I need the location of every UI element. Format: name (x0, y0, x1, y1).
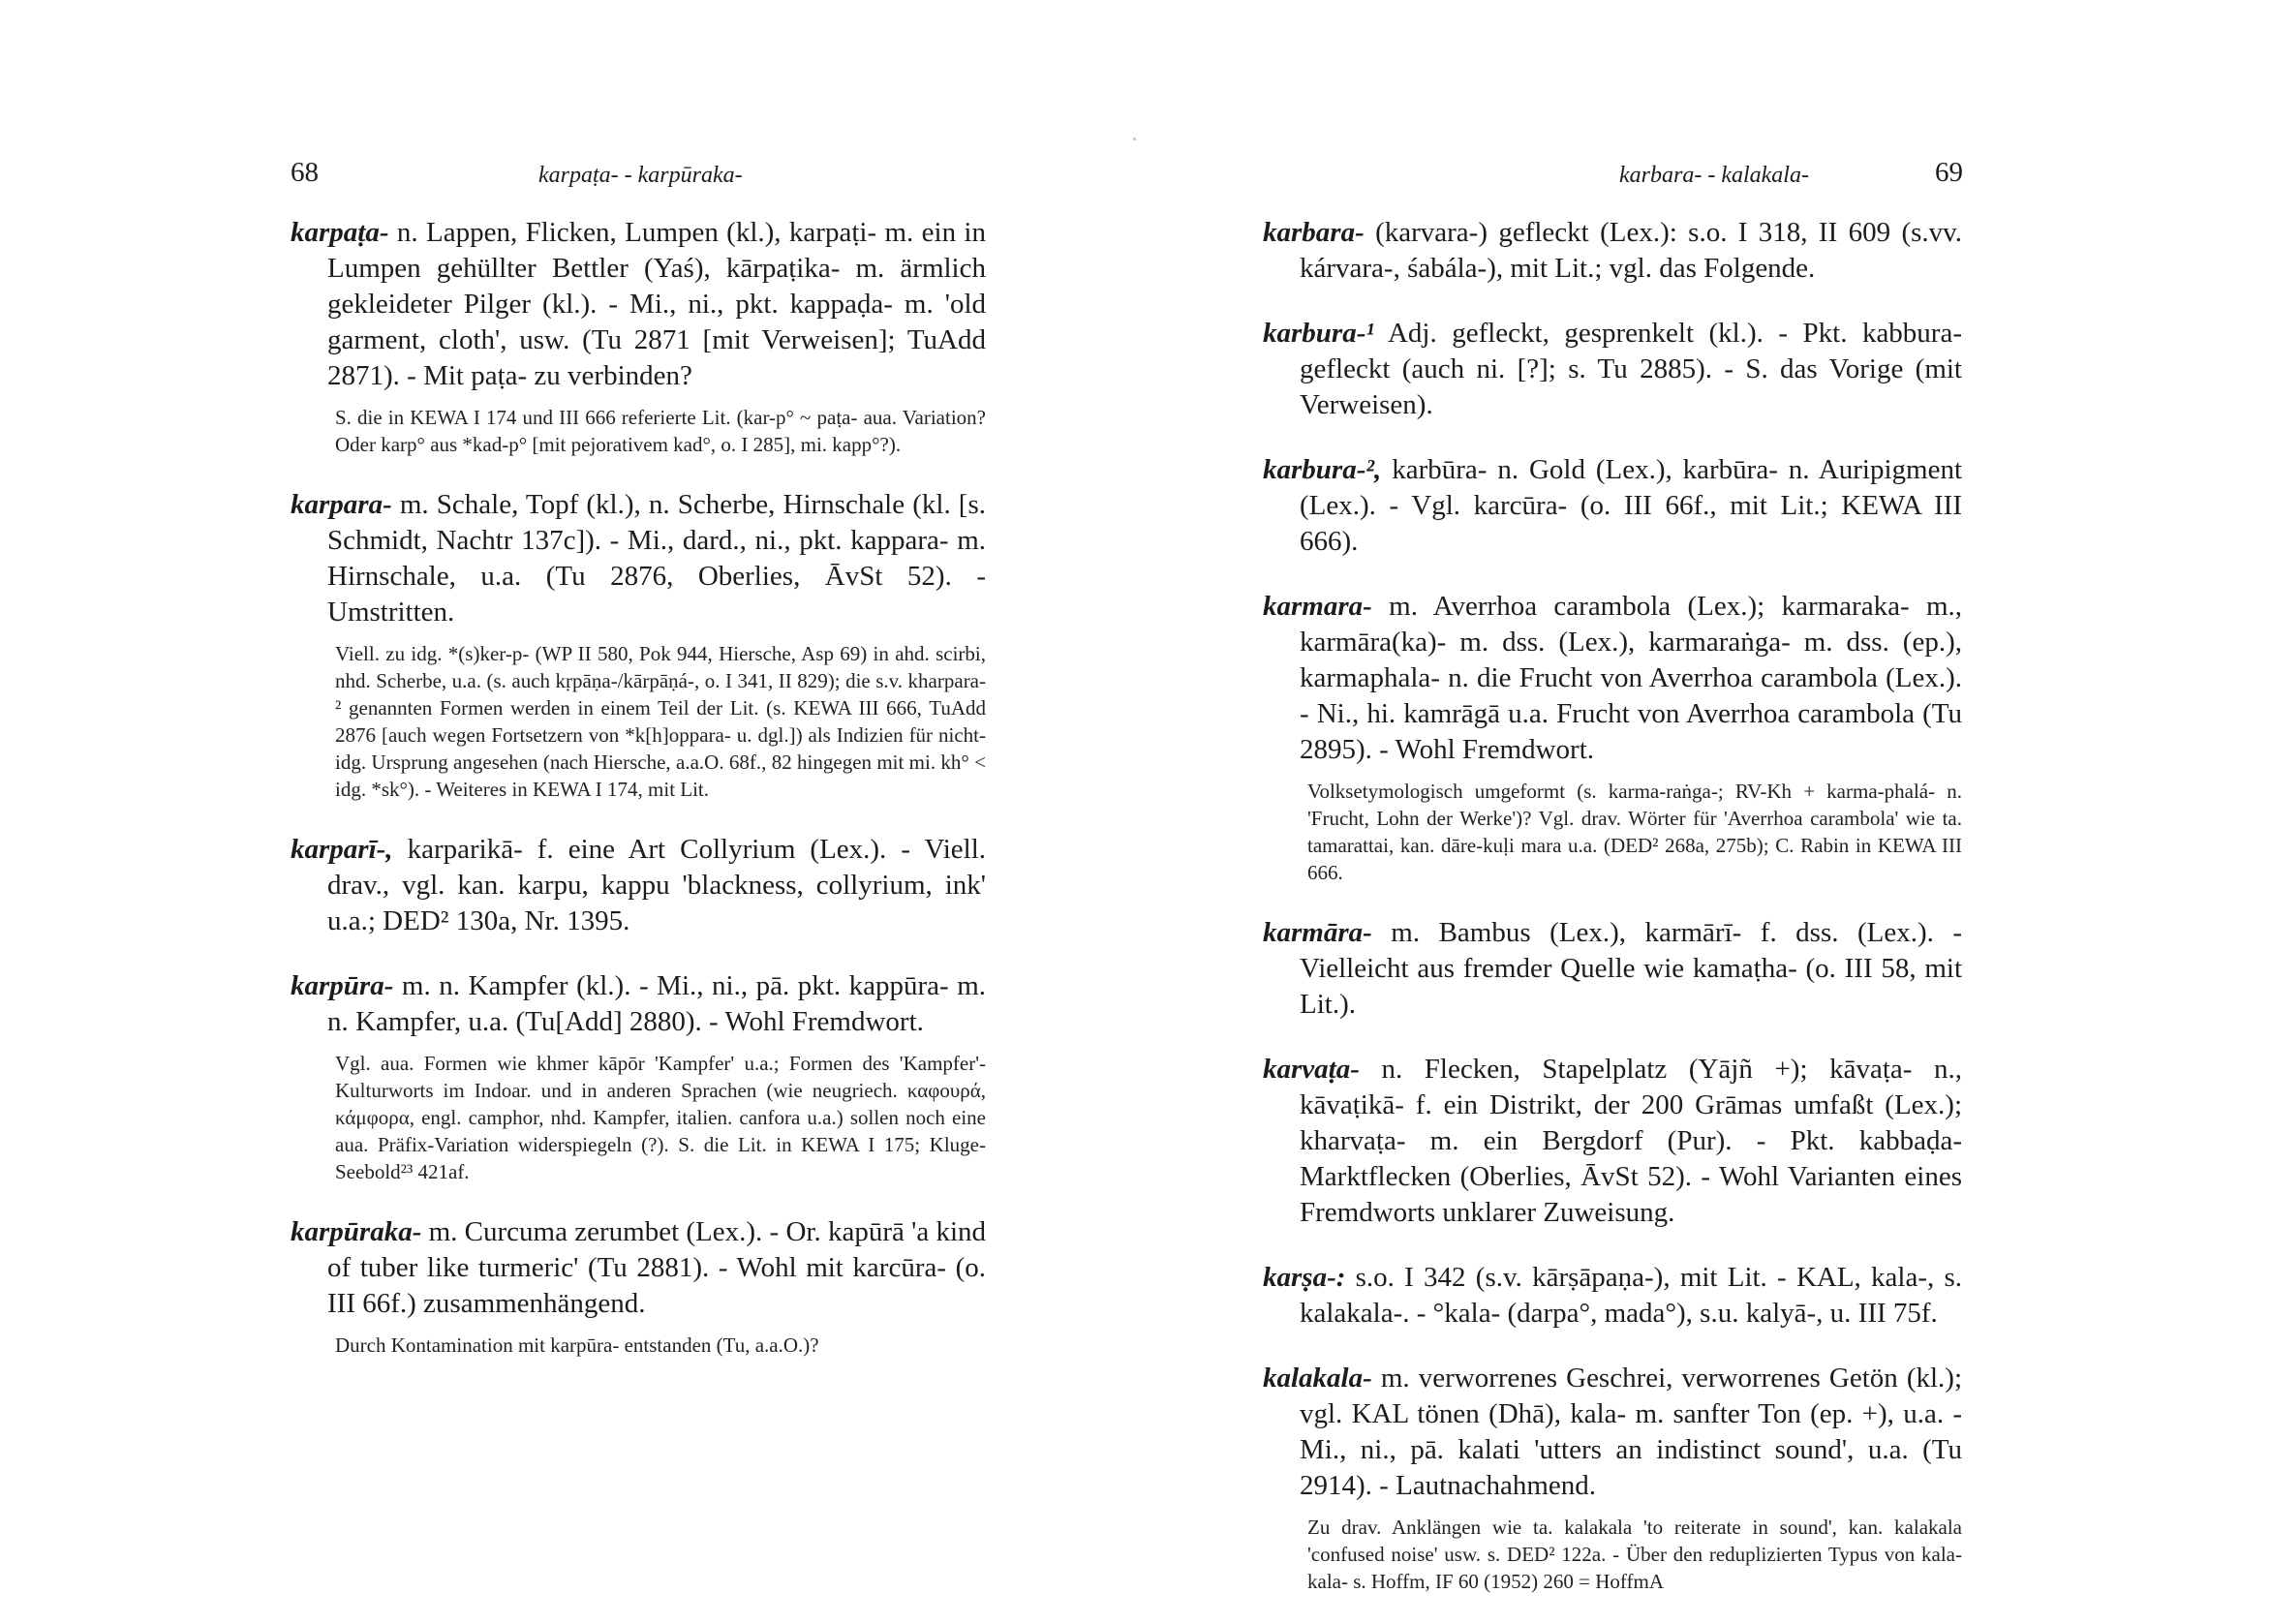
headword: karmāra- (1263, 917, 1372, 948)
entry-note: Zu drav. Anklängen wie ta. kalakala 'to reiterate in sound', kan. kalakala 'confused noise' usw. s. DED² 122a. - Über den reduplizierten Typus von kala-kala- s. Hoffm, IF 60 (1952) 260 = HoffmA (1307, 1516, 1962, 1593)
headword: karvaṭa- (1263, 1054, 1360, 1085)
definition: m. verworrenes Geschrei, verworrenes Getön (kl.); vgl. KAL tönen (Dhā), kala- m. sanfter Ton (ep. +), u.a. - Mi., ni., pā. kalati 'utters an indistinct sound', u.a. (Tu 2914). - Lautnachahmend. (1300, 1363, 1963, 1501)
dictionary-entry (291, 487, 986, 803)
entry-note: Vgl. aua. Formen wie khmer kāpōr 'Kampfer' u.a.; Formen des 'Kampfer'-Kulturworts im Indoar. und in anderen Sprachen (wie neugriech. καφουρά, κάμφορα, engl. camphor, nhd. Kampfer, italien. canfora u.a.) sollen noch eine aua. Präfix-Variation widerspiegeln (?). S. die Lit. in KEWA I 175; Kluge-Seebold²³ 421af. (335, 1052, 986, 1183)
headword: kalakala- (1263, 1363, 1372, 1394)
definition: m. Curcuma zerumbet (Lex.). - Or. kapūrā 'a kind of tuber like turmeric' (Tu 2881). - Wohl mit karcūra- (o. III 66f.) zusammenhängend. (327, 1216, 987, 1319)
definition: s.o. I 342 (s.v. kārṣāpaṇa-), mit Lit. - KAL, kala-, s. kalakala-. - °kala- (darpa°, mada°), s.u. kalyā-, u. III 75f. (1300, 1262, 1963, 1329)
headword: karpaṭa- (291, 217, 389, 248)
dictionary-entry (1263, 915, 1962, 1023)
definition: karbūra- n. Gold (Lex.), karbūra- n. Auripigment (Lex.). - Vgl. karcūra- (o. III 66f., mit Lit.; KEWA III 666). (1300, 454, 1963, 557)
dictionary-entry (1263, 1361, 1962, 1595)
headword: karmara- (1263, 591, 1372, 622)
headword: karbura-¹ (1263, 318, 1375, 349)
dictionary-entry (1263, 316, 1962, 423)
definition: m. Schale, Topf (kl.), n. Scherbe, Hirnschale (kl. [s. Schmidt, Nachtr 137c]). - Mi., dard., ni., pkt. kappara- m. Hirnschale, u.a. (Tu 2876, Oberlies, ĀvSt 52). - Umstritten. (327, 489, 987, 628)
dictionary-entry (1263, 1052, 1962, 1231)
definition: karparikā- f. eine Art Collyrium (Lex.). - Viell. drav., vgl. kan. karpu, kappu 'blackness, collyrium, ink' u.a.; DED² 130a, Nr. 1395. (327, 834, 987, 936)
entry-note: Viell. zu idg. *(s)ker-p- (WP II 580, Pok 944, Hiersche, Asp 69) in ahd. scirbi, nhd. Scherbe, u.a. (s. auch kṛpāṇa-/kārpāṇá-, o. I 341, II 829); die s.v. kharpara-² genannten Formen werden in einem Teil der Lit. (s. KEWA III 666, TuAdd 2876 [auch wegen Fortsetzern von *k[h]oppara- u. dgl.]) als Indizien für nicht-idg. Ursprung angesehen (nach Hiersche, a.a.O. 68f., 82 hingegen mit mi. kh° < idg. *sk°). - Weiteres in KEWA I 174, mit Lit. (335, 642, 986, 801)
dictionary-entry (291, 1214, 986, 1359)
definition: m. Averrhoa carambola (Lex.); karmaraka- m., karmāra(ka)- m. dss. (Lex.), karmaraṅga- m. dss. (ep.), karmaphala- n. die Frucht von Averrhoa carambola (Lex.). - Ni., hi. kamrāgā u.a. Frucht von Averrhoa carambola (Tu 2895). - Wohl Fremdwort. (1300, 591, 1963, 765)
dictionary-entry (291, 832, 986, 939)
entry-note: Volksetymologisch umgeformt (s. karma-raṅga-; RV-Kh + karma-phalá- n. 'Frucht, Lohn der Werke')? Vgl. drav. Wörter für 'Averrhoa carambola' wie ta. tamarattai, kan. dāre-kuḷi mara u.a. (DED² 268a, 275b); C. Rabin in KEWA III 666. (1307, 780, 1962, 884)
dictionary-entry (1263, 452, 1962, 560)
definition: n. Lappen, Flicken, Lumpen (kl.), karpaṭi- m. ein in Lumpen gehüllter Bettler (Yaś), kārpaṭika- m. ärmlich gekleideter Pilger (kl.). - Mi., ni., pkt. kappaḍa- m. 'old garment, cloth', usw. (Tu 2871 [mit Verweisen]; TuAdd 2871). - Mit paṭa- zu verbinden? (327, 217, 986, 391)
running-head: karpaṭa- - karpūraka- (538, 163, 743, 188)
page-number: 69 (1935, 157, 1963, 188)
dictionary-entry (1263, 215, 1962, 287)
entries-column (291, 215, 986, 1388)
running-head: karbara- - kalakala- (1619, 163, 1809, 188)
headword: karṣa-: (1263, 1262, 1346, 1293)
entry-note: Durch Kontamination mit karpūra- entstanden (Tu, a.a.O.)? (335, 1333, 819, 1357)
definition: (karvara-) gefleckt (Lex.): s.o. I 318, II 609 (s.vv. kárvara-, śabála-), mit Lit.; vgl. das Folgende. (1300, 217, 1963, 284)
dictionary-entry (291, 968, 986, 1185)
dictionary-entry (1263, 1260, 1962, 1332)
entry-note: S. die in KEWA I 174 und III 666 referierte Lit. (kar-p° ~ paṭa- aua. Variation? Oder karp° aus *kad-p° [mit pejorativem kad°, o. I 285], mi. kapp°?). (335, 406, 986, 456)
headword: karparī-, (291, 834, 393, 865)
page-right (1135, 0, 2270, 1604)
entries-column (1263, 215, 1962, 1624)
page-number: 68 (291, 157, 319, 188)
page-left (0, 0, 1135, 1604)
headword: karpara- (291, 489, 392, 520)
dictionary-entry (1263, 589, 1962, 886)
headword: karbara- (1263, 217, 1365, 248)
definition: m. n. Kampfer (kl.). - Mi., ni., pā. pkt. kappūra- m. n. Kampfer, u.a. (Tu[Add] 2880). - Wohl Fremdwort. (327, 970, 986, 1037)
definition: n. Flecken, Stapelplatz (Yājñ +); kāvaṭa- n., kāvaṭikā- f. ein Distrikt, der 200 Grāmas umfaßt (Lex.); kharvaṭa- m. ein Bergdorf (Pur). - Pkt. kabbaḍa- Marktflecken (Oberlies, ĀvSt 52). - Wohl Varianten eines Fremdworts unklarer Zuweisung. (1300, 1054, 1962, 1228)
definition: m. Bambus (Lex.), karmārī- f. dss. (Lex.). - Vielleicht aus fremder Quelle wie kamaṭha- (o. III 58, mit Lit.). (1300, 917, 1962, 1020)
headword: karpūraka- (291, 1216, 422, 1247)
dictionary-entry (291, 215, 986, 458)
definition: Adj. gefleckt, gesprenkelt (kl.). - Pkt. kabbura- gefleckt (auch ni. [?]; s. Tu 2885). - S. das Vorige (mit Verweisen). (1300, 318, 1962, 420)
headword: karbura-², (1263, 454, 1382, 485)
headword: karpūra- (291, 970, 394, 1001)
